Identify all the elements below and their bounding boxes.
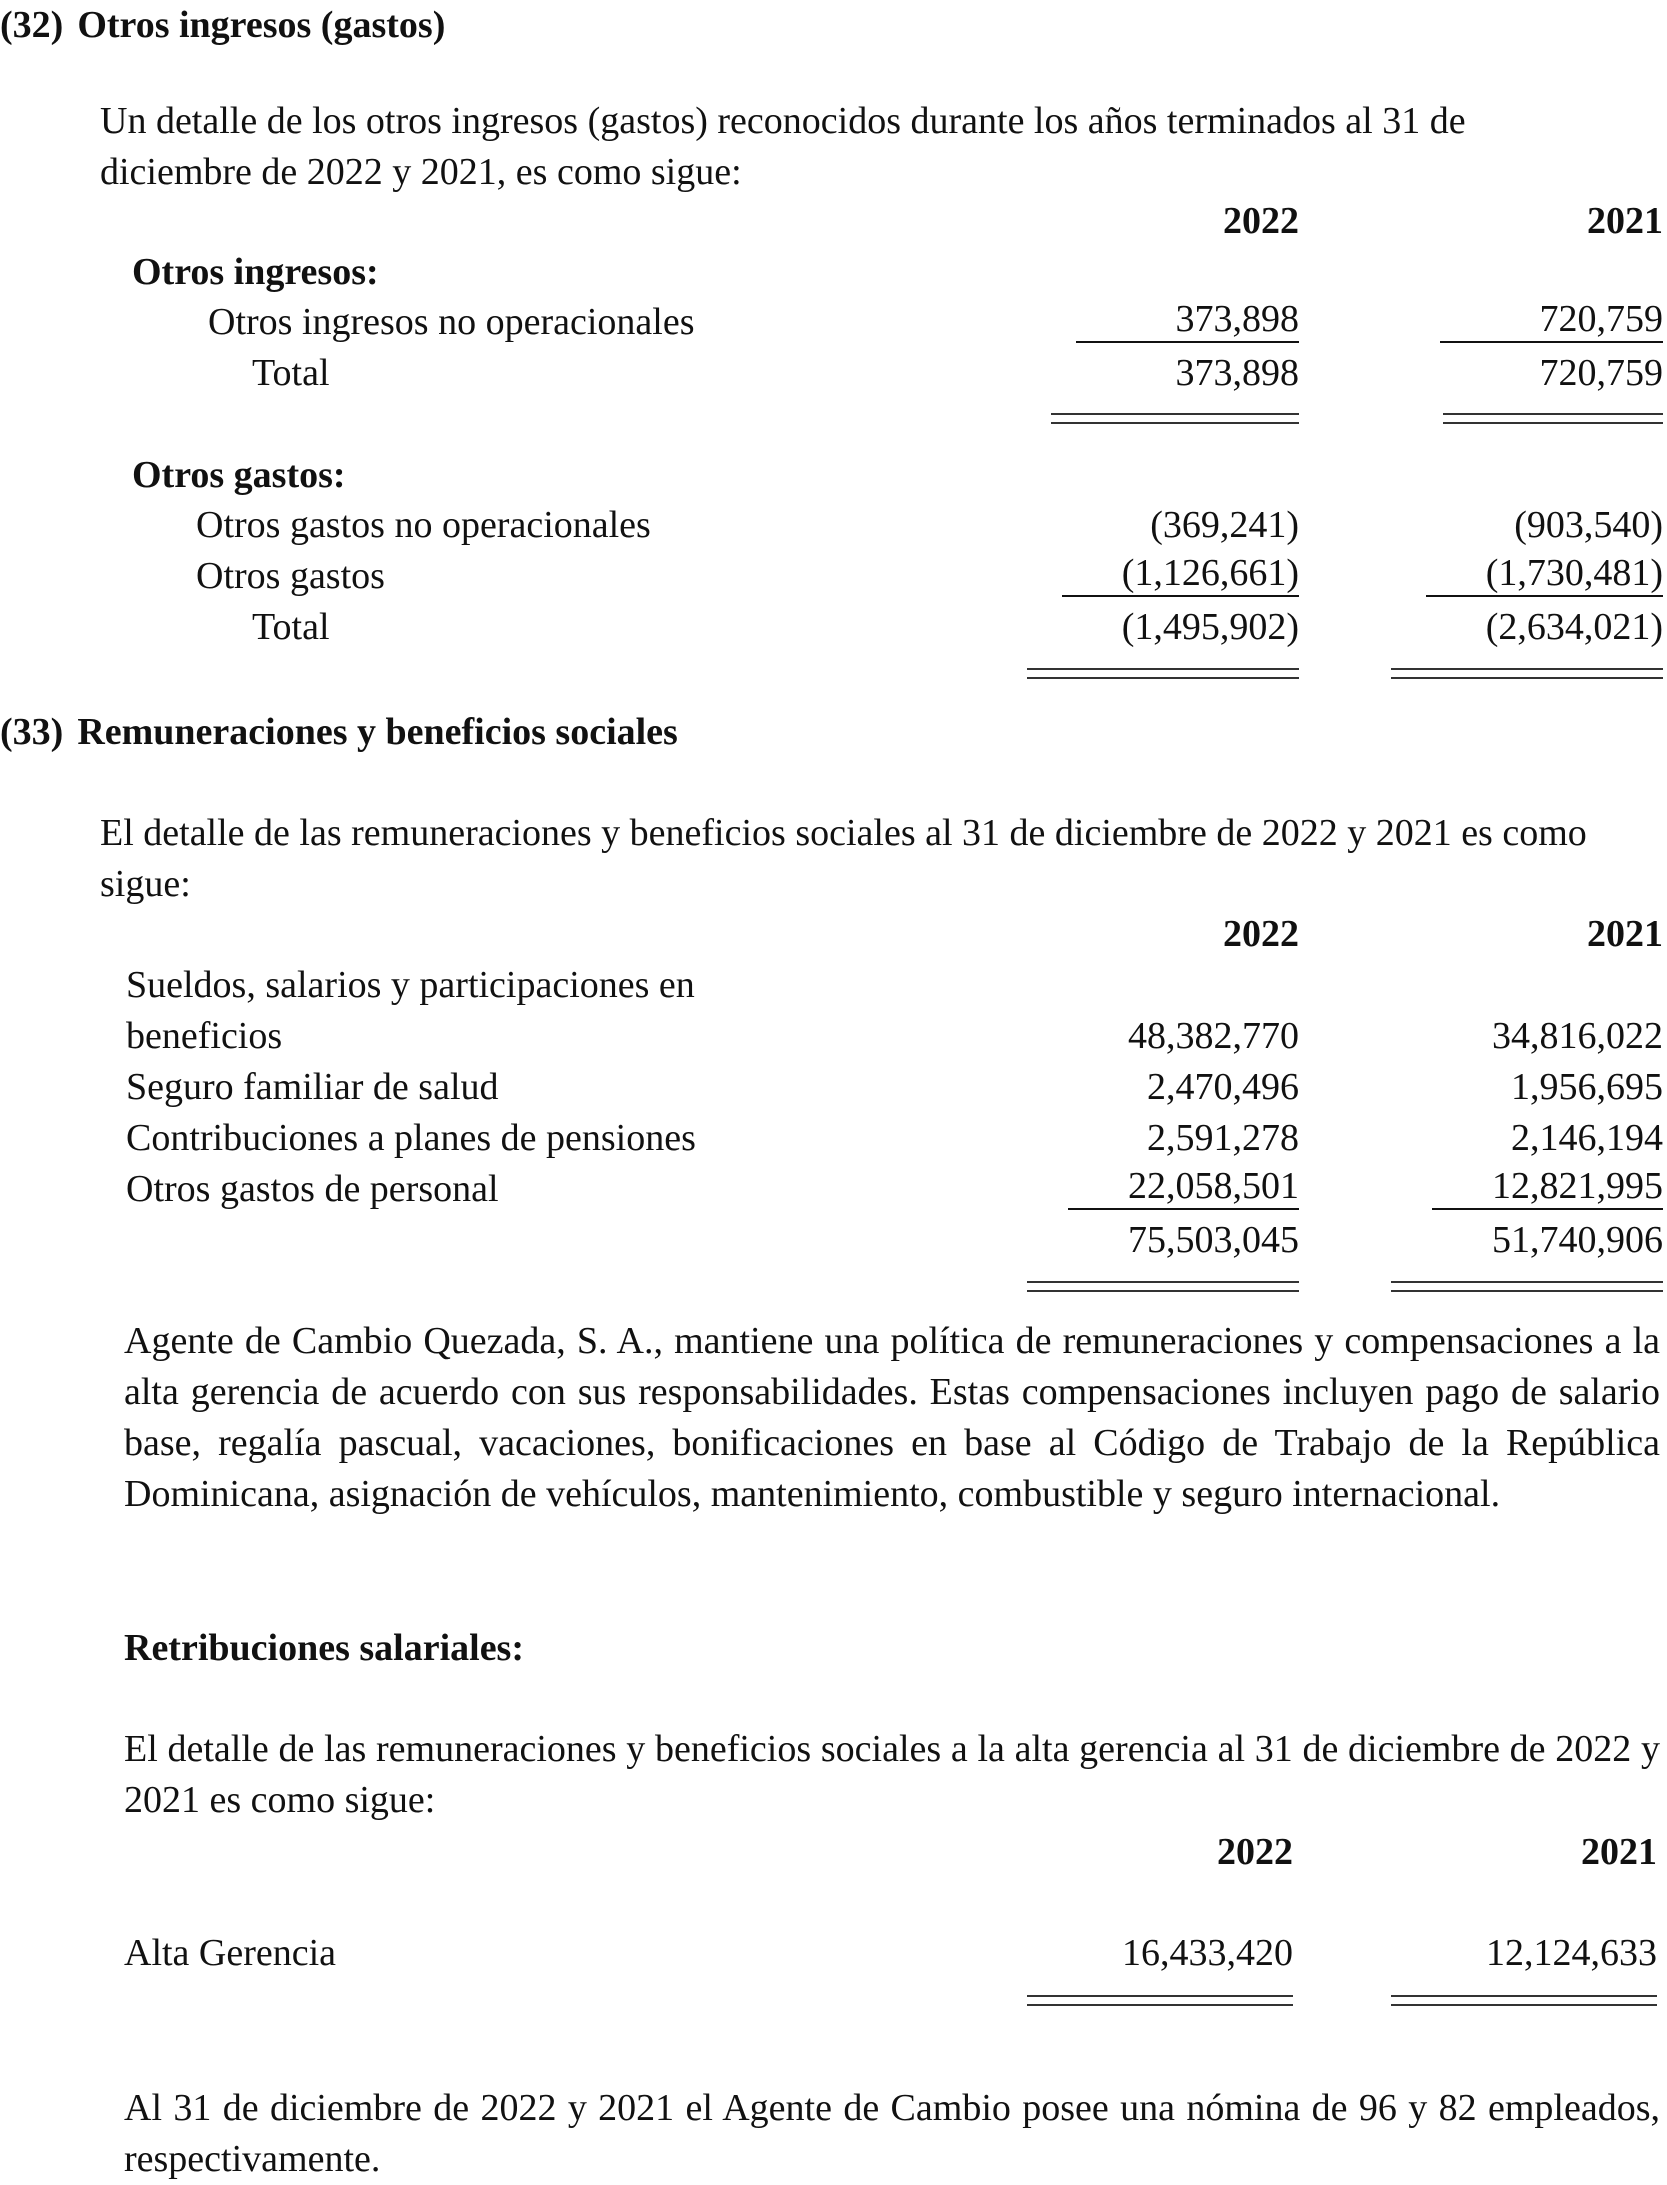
row-value-2021: (1,730,481) — [1426, 551, 1663, 597]
row-value-2022: (1,126,661) — [1062, 551, 1299, 597]
section-33-intro: El detalle de las remuneraciones y beneficios sociales al 31 de diciembre de 2022 y 2021 es como sigue: — [100, 812, 1587, 905]
otros-gastos-title: Otros gastos: — [132, 454, 346, 496]
table-row — [0, 1164, 1667, 1215]
table-row — [0, 1011, 1667, 1062]
row-value-2021: 12,821,995 — [1432, 1164, 1663, 1210]
year-2022-header: 2022 — [1217, 1831, 1293, 1873]
row-label: Otros ingresos no operacionales — [208, 301, 695, 343]
row-value-2022: 75,503,045 — [1128, 1219, 1299, 1261]
double-underline — [1391, 1995, 1657, 2006]
double-underline — [1443, 413, 1663, 424]
row-value-2021: (2,634,021) — [1485, 606, 1663, 648]
row-value-2022: 48,382,770 — [1128, 1015, 1299, 1057]
double-underline — [1027, 1995, 1293, 2006]
table-row — [0, 1113, 1667, 1164]
double-underline — [1027, 668, 1299, 679]
section-32-title: Otros ingresos (gastos) — [77, 4, 446, 46]
row-value-2022: 373,898 — [1076, 297, 1300, 343]
row-label: Total — [252, 352, 330, 394]
double-underline — [1027, 1281, 1299, 1292]
row-value-2021: 34,816,022 — [1492, 1015, 1663, 1057]
row-value-2021: 1,956,695 — [1511, 1066, 1663, 1108]
table-row — [0, 1928, 1667, 1979]
section-33-title: Remuneraciones y beneficios sociales — [77, 711, 678, 753]
row-value-2022: 16,433,420 — [1122, 1932, 1293, 1974]
double-underline — [1391, 668, 1663, 679]
otros-ingresos-title: Otros ingresos: — [132, 251, 379, 293]
retribuciones-year-header — [0, 1827, 1667, 1878]
table-row — [0, 960, 1667, 1011]
section-32-year-header — [0, 196, 1667, 247]
section-32-heading — [0, 0, 445, 51]
row-label: Otros gastos — [196, 555, 385, 597]
row-label: Seguro familiar de salud — [126, 1066, 499, 1108]
section-33-number: (33) — [0, 711, 64, 753]
double-underline — [1391, 1281, 1663, 1292]
table-row — [0, 602, 1667, 653]
retribuciones-title: Retribuciones salariales: — [124, 1627, 525, 1669]
row-value-2021: 720,759 — [1440, 297, 1664, 343]
row-value-2021: 2,146,194 — [1511, 1117, 1663, 1159]
row-value-2021: 720,759 — [1539, 352, 1663, 394]
row-value-2022: 373,898 — [1175, 352, 1299, 394]
year-2022-header: 2022 — [1223, 200, 1299, 242]
table-row — [0, 348, 1667, 399]
row-value-2022: 2,591,278 — [1147, 1117, 1299, 1159]
table-row — [0, 500, 1667, 551]
section-33-heading — [0, 707, 678, 758]
double-underline — [1051, 413, 1299, 424]
section-33-year-header — [0, 909, 1667, 960]
row-value-2021: (903,540) — [1514, 504, 1663, 546]
closing-paragraph: Al 31 de diciembre de 2022 y 2021 el Agente de Cambio posee una nómina de 96 y 82 empleados, respectivamente. — [124, 2087, 1660, 2180]
row-value-2022: 2,470,496 — [1147, 1066, 1299, 1108]
table-row — [0, 297, 1667, 348]
table-row — [0, 551, 1667, 602]
policy-paragraph: Agente de Cambio Quezada, S. A., mantiene una política de remuneraciones y compensaciones a la alta gerencia de acuerdo con sus responsabilidades. Estas compensaciones incluyen pago de salario base, regalía pascual, vacaciones, bonificaciones en base al Código de Trabajo de la República Dominicana, asignación de vehículos, mantenimiento, combustible y seguro internacional. — [124, 1320, 1660, 1515]
row-value-2022: 22,058,501 — [1068, 1164, 1299, 1210]
year-2021-header: 2021 — [1581, 1831, 1657, 1873]
year-2021-header: 2021 — [1587, 200, 1663, 242]
table-row — [0, 1062, 1667, 1113]
row-label: Total — [252, 606, 330, 648]
row-value-2021: 12,124,633 — [1486, 1932, 1657, 1974]
section-32-number: (32) — [0, 4, 64, 46]
row-value-2021: 51,740,906 — [1492, 1219, 1663, 1261]
section-32-intro: Un detalle de los otros ingresos (gastos) reconocidos durante los años terminados al 31 de diciembre de 2022 y 2021, es como sigue: — [100, 100, 1466, 193]
row-value-2022: (1,495,902) — [1121, 606, 1299, 648]
year-2021-header: 2021 — [1587, 913, 1663, 955]
table-row-total — [0, 1215, 1667, 1266]
row-label: Otros gastos no operacionales — [196, 504, 651, 546]
row-label: Otros gastos de personal — [126, 1168, 499, 1210]
row-label: Alta Gerencia — [124, 1932, 337, 1974]
row-value-2022: (369,241) — [1150, 504, 1299, 546]
row-label: beneficios — [126, 1015, 283, 1057]
retribuciones-intro: El detalle de las remuneraciones y beneficios sociales a la alta gerencia al 31 de diciembre de 2022 y 2021 es como sigue: — [124, 1728, 1660, 1821]
row-label: Contribuciones a planes de pensiones — [126, 1117, 696, 1159]
year-2022-header: 2022 — [1223, 913, 1299, 955]
row-label: Sueldos, salarios y participaciones en — [126, 964, 695, 1006]
